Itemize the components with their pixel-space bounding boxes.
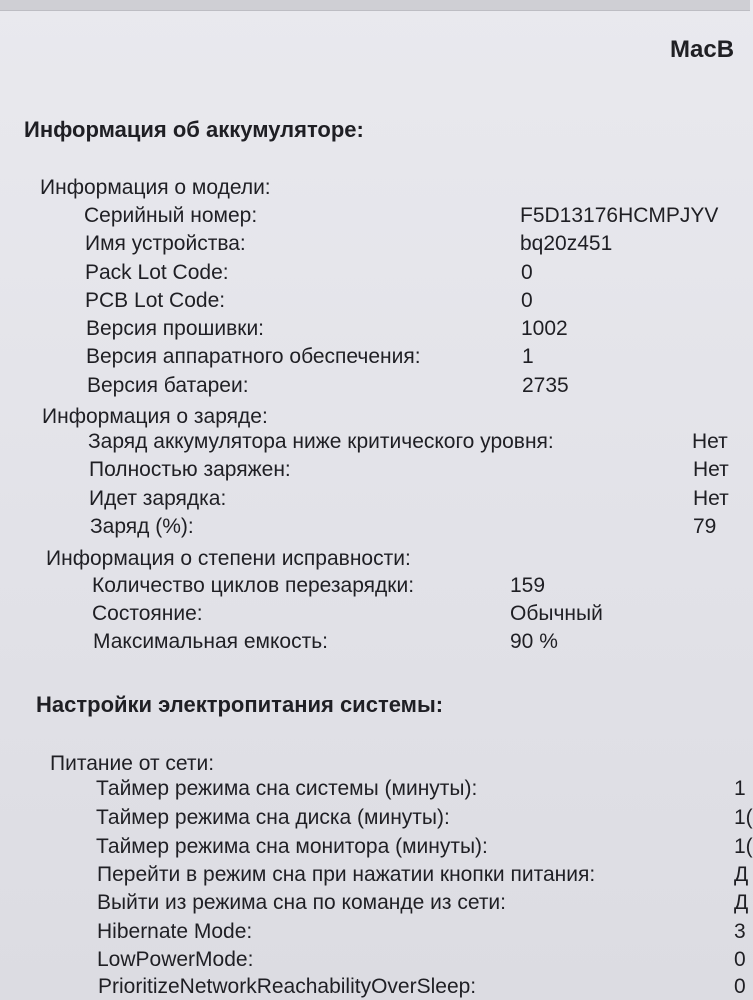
- row-key: Состояние:: [92, 602, 203, 625]
- row-value: Д: [734, 891, 749, 914]
- ac-power-label: Питание от сети:: [50, 752, 215, 775]
- row-key: Версия аппаратного обеспечения:: [86, 345, 421, 368]
- row-key: Количество циклов перезарядки:: [92, 574, 415, 597]
- row-key: Полностью заряжен:: [89, 458, 291, 481]
- row-key: LowPowerMode:: [97, 948, 254, 971]
- row-value: 0: [734, 975, 746, 998]
- row-value: 79: [693, 515, 717, 538]
- row-key: Имя устройства:: [85, 232, 246, 255]
- row-value: 0: [521, 261, 533, 284]
- window-top-edge: [0, 0, 750, 11]
- row-key: Версия батареи:: [87, 374, 249, 397]
- row-value: 90 %: [510, 630, 558, 653]
- row-key: Максимальная емкость:: [93, 630, 328, 653]
- row-value: 1(: [734, 835, 753, 858]
- row-key: Серийный номер:: [84, 204, 258, 227]
- row-value: 1: [734, 777, 746, 800]
- window-title: MacB: [670, 36, 735, 63]
- row-value: Д: [734, 863, 749, 886]
- row-key: Заряд аккумулятора ниже критического уровня:: [88, 430, 554, 453]
- row-value: Нет: [693, 487, 729, 510]
- row-value: 0: [521, 289, 533, 312]
- battery-info-heading: Информация об аккумуляторе:: [24, 117, 364, 142]
- charge-info-label: Информация о заряде:: [42, 405, 268, 428]
- row-key: Выйти из режима сна по команде из сети:: [97, 891, 506, 914]
- row-key: Перейти в режим сна при нажатии кнопки питания:: [97, 863, 596, 886]
- row-key: PCB Lot Code:: [85, 289, 226, 312]
- row-value: Нет: [692, 430, 728, 453]
- row-value: 0: [734, 948, 746, 971]
- row-key: Заряд (%):: [90, 515, 194, 538]
- row-value: 1: [522, 345, 534, 368]
- row-key: Pack Lot Code:: [85, 261, 229, 284]
- row-value: 1(: [734, 806, 753, 829]
- row-value: bq20z451: [520, 232, 613, 255]
- row-value: F5D13176HCMPJYV: [520, 204, 719, 227]
- row-value: 3: [734, 920, 746, 943]
- row-key: Hibernate Mode:: [97, 920, 253, 943]
- row-value: Обычный: [510, 602, 603, 625]
- row-value: Нет: [693, 458, 729, 481]
- model-info-label: Информация о модели:: [40, 176, 271, 199]
- row-key: Таймер режима сна монитора (минуты):: [96, 835, 488, 858]
- health-info-label: Информация о степени исправности:: [46, 547, 411, 570]
- row-value: 2735: [522, 374, 569, 397]
- row-value: 1002: [521, 317, 568, 340]
- row-key: Таймер режима сна диска (минуты):: [96, 806, 450, 829]
- power-settings-heading: Настройки электропитания системы:: [36, 692, 444, 717]
- row-key: PrioritizeNetworkReachabilityOverSleep:: [98, 975, 477, 998]
- row-key: Версия прошивки:: [86, 317, 265, 340]
- row-key: Идет зарядка:: [89, 487, 227, 510]
- row-value: 159: [510, 574, 546, 597]
- row-key: Таймер режима сна системы (минуты):: [96, 777, 478, 800]
